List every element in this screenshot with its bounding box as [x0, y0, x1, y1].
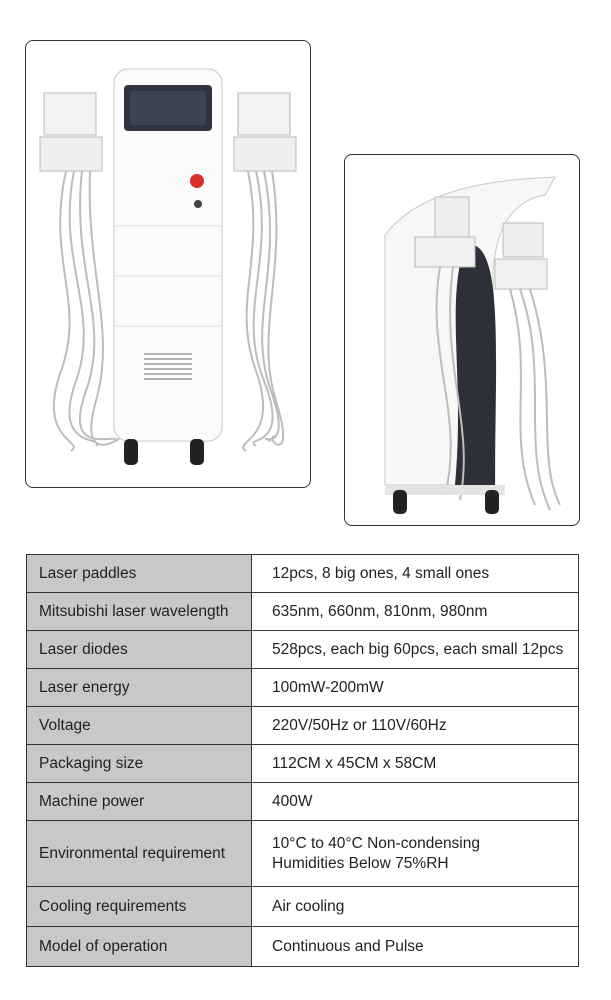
side-view-photo — [344, 154, 580, 526]
table-row — [27, 707, 579, 745]
table-row — [27, 555, 579, 593]
spec-label: Mitsubishi laser wavelength — [27, 593, 252, 631]
spec-value: 112CM x 45CM x 58CM — [252, 745, 579, 783]
spec-table — [26, 554, 579, 967]
spec-label: Cooling requirements — [27, 887, 252, 927]
spec-label: Laser diodes — [27, 631, 252, 669]
spec-value: Continuous and Pulse — [252, 927, 579, 967]
spec-value: 635nm, 660nm, 810nm, 980nm — [252, 593, 579, 631]
spec-value: 220V/50Hz or 110V/60Hz — [252, 707, 579, 745]
table-row — [27, 669, 579, 707]
table-row — [27, 887, 579, 927]
spec-label: Laser energy — [27, 669, 252, 707]
spec-value: 528pcs, each big 60pcs, each small 12pcs — [252, 631, 579, 669]
spec-value: Air cooling — [252, 887, 579, 927]
spec-value: 12pcs, 8 big ones, 4 small ones — [252, 555, 579, 593]
side-view-device-icon — [345, 155, 579, 525]
spec-value: 10°C to 40°C Non-condensing Humidities Below 75%RH — [252, 821, 579, 887]
spec-label: Voltage — [27, 707, 252, 745]
spec-value: 400W — [252, 783, 579, 821]
table-row — [27, 783, 579, 821]
spec-label: Packaging size — [27, 745, 252, 783]
table-row — [27, 593, 579, 631]
table-row — [27, 927, 579, 967]
front-view-photo — [25, 40, 311, 488]
front-view-device-icon — [26, 41, 310, 487]
spec-label: Environmental requirement — [27, 821, 252, 887]
table-row — [27, 631, 579, 669]
spec-label: Laser paddles — [27, 555, 252, 593]
spec-value: 100mW-200mW — [252, 669, 579, 707]
spec-label: Model of operation — [27, 927, 252, 967]
spec-label: Machine power — [27, 783, 252, 821]
table-row — [27, 745, 579, 783]
table-row — [27, 821, 579, 887]
